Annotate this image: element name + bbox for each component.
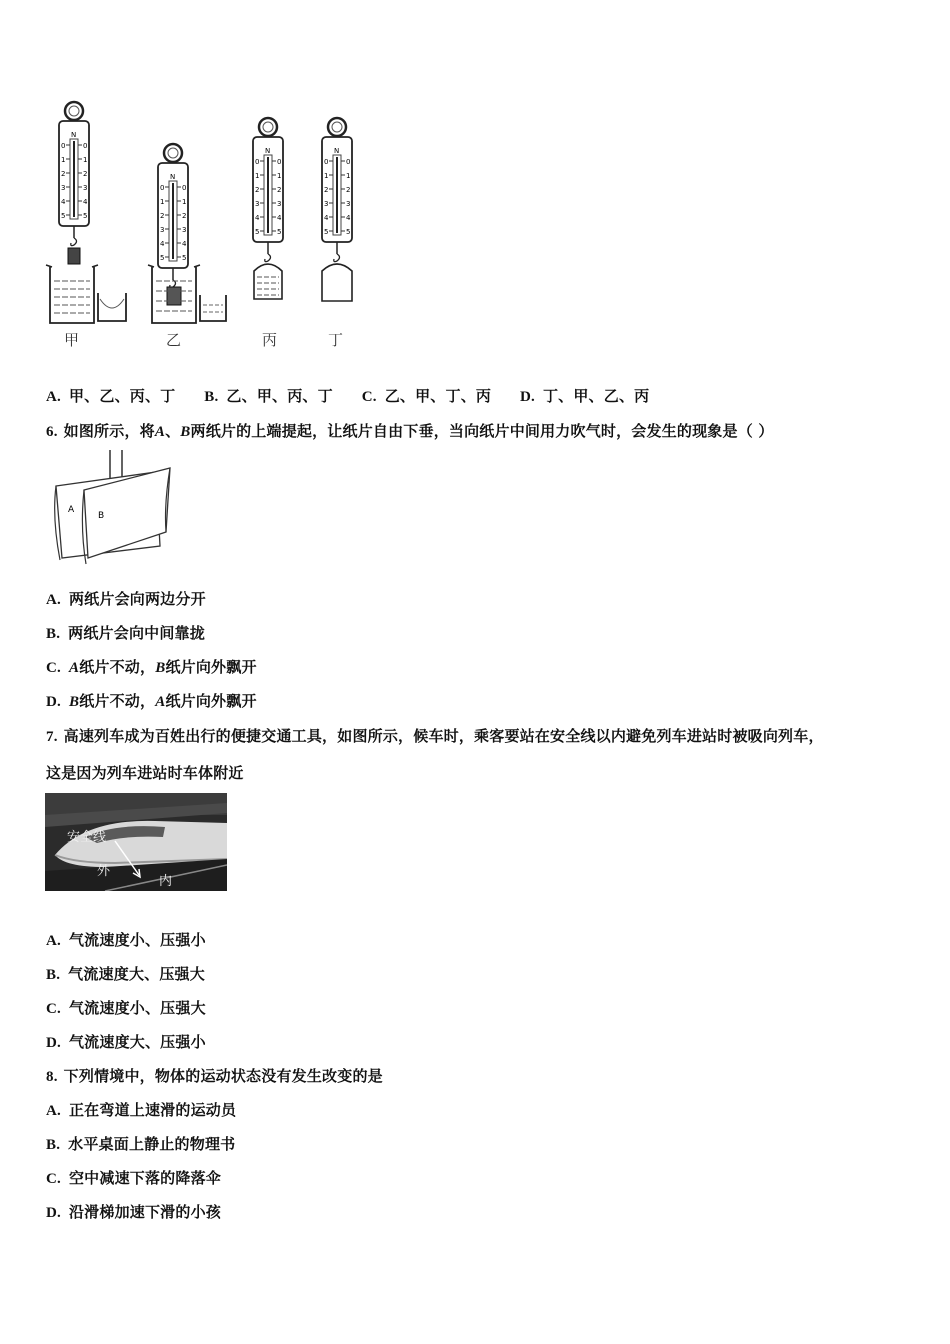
- svg-text:2: 2: [324, 186, 329, 194]
- svg-text:0: 0: [83, 142, 88, 150]
- svg-text:3: 3: [182, 226, 187, 234]
- train-photo: [45, 793, 227, 891]
- svg-text:5: 5: [61, 212, 66, 220]
- svg-text:2: 2: [182, 212, 187, 220]
- label-sheet-a: A: [68, 505, 75, 515]
- svg-text:1: 1: [255, 172, 260, 180]
- svg-text:1: 1: [324, 172, 329, 180]
- svg-text:1: 1: [277, 172, 282, 180]
- q8-option-d[interactable]: D. 沿滑梯加速下滑的小孩: [46, 1203, 221, 1221]
- q7-option-b[interactable]: B. 气流速度大、压强大: [46, 965, 205, 983]
- q6-stem: 6. 如图所示，将A、B两纸片的上端提起，让纸片自由下垂，当向纸片中间用力吹气时，会发生的现象是（ ）: [46, 422, 774, 440]
- scale-yi: [158, 144, 188, 288]
- svg-text:4: 4: [346, 214, 351, 222]
- q7-stem-line1: 7. 高速列车成为百姓出行的便捷交通工具，如图所示，候车时，乘客要站在安全线以内避免列车进站时被吸向列车，: [46, 727, 824, 745]
- svg-text:N: N: [170, 173, 176, 181]
- svg-text:4: 4: [61, 198, 66, 206]
- svg-text:0: 0: [160, 184, 165, 192]
- spring-scale-figure: [40, 95, 370, 360]
- svg-text:3: 3: [61, 184, 66, 192]
- q8-option-b[interactable]: B. 水平桌面上静止的物理书: [46, 1135, 236, 1153]
- q5-option-a[interactable]: A. 甲、乙、丙、丁: [46, 387, 176, 405]
- svg-text:N: N: [265, 147, 271, 155]
- svg-text:3: 3: [255, 200, 260, 208]
- scale-jia: [59, 102, 89, 264]
- svg-text:3: 3: [324, 200, 329, 208]
- label-inside: 内: [159, 874, 173, 889]
- svg-text:0: 0: [255, 158, 260, 166]
- q6-option-d[interactable]: D. B纸片不动，A纸片向外飘开: [46, 692, 257, 710]
- svg-text:0: 0: [61, 142, 66, 150]
- svg-text:2: 2: [61, 170, 66, 178]
- scale-bing: [253, 118, 283, 299]
- svg-text:N: N: [71, 131, 77, 139]
- svg-text:1: 1: [61, 156, 66, 164]
- svg-text:4: 4: [83, 198, 88, 206]
- q7-option-c[interactable]: C. 气流速度小、压强大: [46, 999, 206, 1017]
- q8-option-a[interactable]: A. 正在弯道上速滑的运动员: [46, 1101, 237, 1119]
- svg-text:2: 2: [160, 212, 165, 220]
- svg-text:2: 2: [83, 170, 88, 178]
- beaker-yi: [148, 265, 226, 323]
- q5-options: [46, 385, 649, 406]
- q5-option-c[interactable]: C. 乙、甲、丁、丙: [361, 387, 492, 405]
- svg-text:3: 3: [160, 226, 165, 234]
- svg-text:4: 4: [255, 214, 260, 222]
- q6-option-c[interactable]: C. A纸片不动，B纸片向外飘开: [46, 658, 257, 676]
- svg-text:5: 5: [160, 254, 165, 262]
- svg-text:1: 1: [160, 198, 165, 206]
- svg-text:1: 1: [83, 156, 88, 164]
- label-ding: 丁: [328, 331, 344, 349]
- svg-text:3: 3: [277, 200, 282, 208]
- q8-option-c[interactable]: C. 空中减速下落的降落伞: [46, 1169, 221, 1187]
- svg-text:0: 0: [182, 184, 187, 192]
- scale-ding: [322, 118, 352, 301]
- q8-stem: 8. 下列情境中，物体的运动状态没有发生改变的是: [46, 1067, 383, 1085]
- svg-text:1: 1: [346, 172, 351, 180]
- q5-option-d[interactable]: D. 丁、甲、乙、丙: [519, 387, 650, 405]
- label-outside: 外: [97, 864, 111, 879]
- q7-option-a[interactable]: A. 气流速度小、压强小: [46, 931, 206, 949]
- svg-text:4: 4: [160, 240, 165, 248]
- svg-text:5: 5: [346, 228, 351, 236]
- label-yi: 乙: [166, 331, 182, 349]
- paper-strips-figure: [48, 448, 178, 568]
- q7-option-d[interactable]: D. 气流速度大、压强小: [46, 1033, 206, 1051]
- q7-stem-line2: 这是因为列车进站时车体附近: [46, 764, 244, 782]
- svg-text:5: 5: [182, 254, 187, 262]
- svg-text:5: 5: [255, 228, 260, 236]
- svg-text:3: 3: [83, 184, 88, 192]
- svg-text:N: N: [334, 147, 340, 155]
- svg-text:4: 4: [182, 240, 187, 248]
- label-jia: 甲: [64, 331, 80, 349]
- q6-option-a[interactable]: A. 两纸片会向两边分开: [46, 590, 206, 608]
- svg-text:4: 4: [277, 214, 282, 222]
- label-bing: 丙: [262, 331, 278, 349]
- label-safety-line: 安全线: [67, 830, 107, 845]
- q5-option-b[interactable]: B. 乙、甲、丙、丁: [204, 387, 333, 405]
- svg-text:2: 2: [277, 186, 282, 194]
- beaker-jia: [46, 265, 126, 323]
- label-sheet-b: B: [98, 511, 105, 521]
- svg-text:2: 2: [255, 186, 260, 194]
- svg-text:0: 0: [277, 158, 282, 166]
- svg-text:0: 0: [324, 158, 329, 166]
- svg-text:5: 5: [324, 228, 329, 236]
- svg-text:5: 5: [83, 212, 88, 220]
- svg-text:3: 3: [346, 200, 351, 208]
- svg-text:5: 5: [277, 228, 282, 236]
- svg-text:1: 1: [182, 198, 187, 206]
- svg-text:2: 2: [346, 186, 351, 194]
- q6-option-b[interactable]: B. 两纸片会向中间靠拢: [46, 624, 205, 642]
- svg-text:4: 4: [324, 214, 329, 222]
- svg-text:0: 0: [346, 158, 351, 166]
